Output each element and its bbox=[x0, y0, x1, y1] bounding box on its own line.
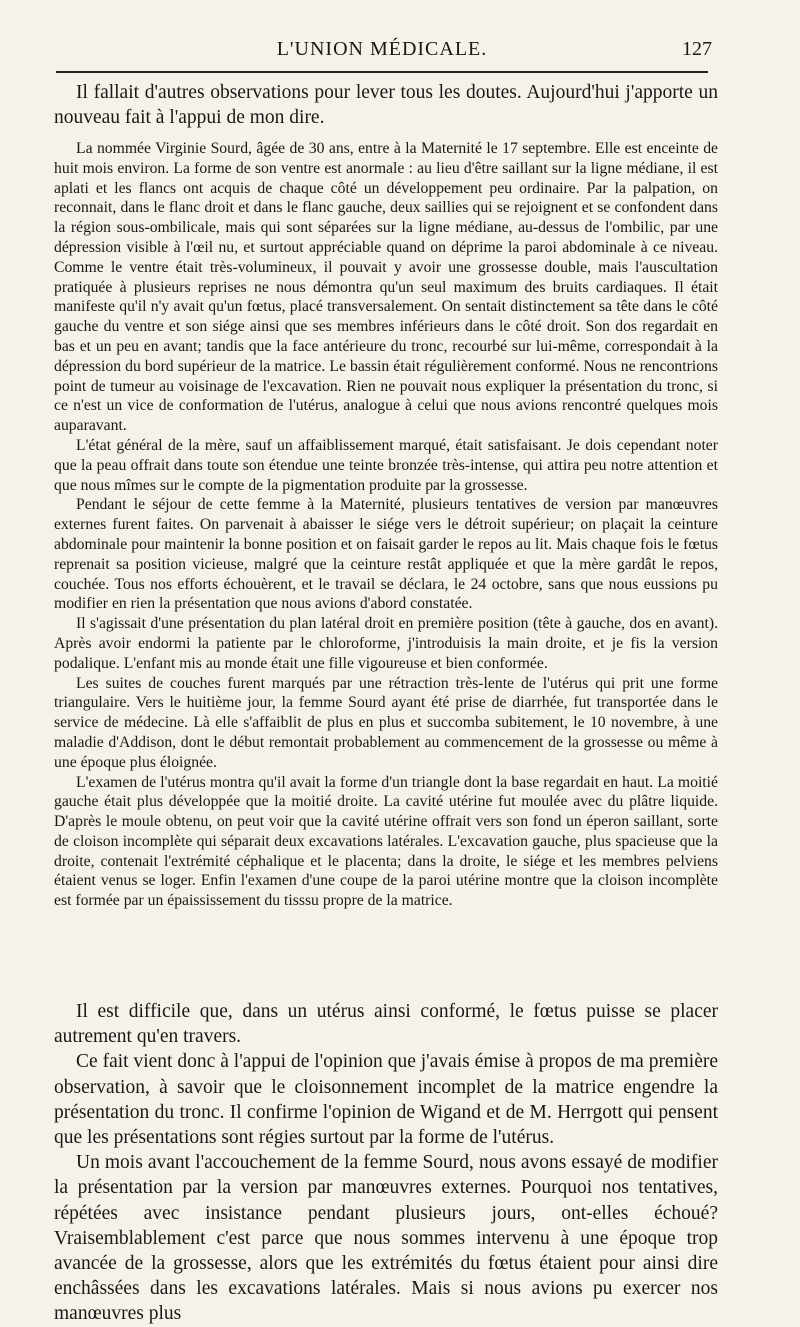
observation-paragraph: Pendant le séjour de cette femme à la Maternité, plusieurs tentatives de version par manœuvres externes furent faites. On parvenait à abaisser le siége vers le détroit supérieur; on plaçait la ceinture abdominale pour maintenir la bonne position et on faisait garder le repos au lit. Mais chaque fois le fœtus reprenait sa position vicieuse, malgré que la ceinture restât appliquée et que la mère gardât le repos, couchée. Tous nos efforts échouèrent, et le travail se déclara, le 24 octobre, sans que nous eussions pu modifier en rien la présentation que nous avions d'abord constatée. bbox=[54, 496, 718, 613]
header-rule bbox=[56, 71, 708, 73]
observation-paragraph: L'examen de l'utérus montra qu'il avait la forme d'un triangle dont la base regardait en haut. La moitié gauche était plus développée que la moitié droite. La cavité utérine fut moulée avec du plâtre liquide. D'après le moule obtenu, on peut voir que la cavité utérine offrait vers son fond un éperon saillant, sorte de cloison incomplète qui séparait deux excavations latérales. L'excavation gauche, plus spacieuse que la droite, contenait l'extrémité céphalique et le placenta; dans la droite, le siége et les membres pelviens étaient venus se loger. Enfin l'examen d'une coupe de la paroi utérine montre que la cloison incomplète est formée par un épaississement du tisssu propre de la matrice. bbox=[54, 773, 718, 910]
discussion-paragraph: Il est difficile que, dans un utérus ainsi conformé, le fœtus puisse se placer autrement qu'en travers. bbox=[54, 1001, 718, 1048]
discussion-section bbox=[54, 999, 718, 1327]
observation-paragraph: Les suites de couches furent marqués par une rétraction très-lente de l'utérus qui prit une forme triangulaire. Vers le huitième jour, la femme Sourd ayant été prise de diarrhée, fut transportée dans le service de médecine. Là elle s'affaiblit de plus en plus et succomba subitement, le 10 novembre, à une maladie d'Addison, dont le début remontait probablement au commencement de la grossesse ou même à une époque plus éloignée. bbox=[54, 674, 718, 771]
discussion-paragraph: Un mois avant l'accouchement de la femme Sourd, nous avons essayé de modifier la présentation par la version par manœuvres externes. Pourquoi nos tentatives, répétées avec insistance pendant plusieurs jours, ont-elles échoué? Vraisemblablement c'est parce que nous sommes intervenu à une époque trop avancée de la grossesse, alors que les extrémités du fœtus étaient pour ainsi dire enchâssées dans les excavations latérales. Mais si nous avions pu exercer nos manœuvres plus bbox=[54, 1152, 718, 1325]
observation-paragraph: La nommée Virginie Sourd, âgée de 30 ans, entre à la Maternité le 17 septembre. Elle est enceinte de huit mois environ. La forme de son ventre est anormale : au lieu d'être saillant sur la ligne médiane, il est aplati et les flancs ont acquis de chaque côté un développement peu ordinaire. Par la palpation, on reconnait, dans le flanc droit et dans le flanc gauche, deux saillies qui se rejoignent et se confondent dans la région sous-ombilicale, mais qui sont séparées sur la ligne médiane, au-dessus de l'ombilic, par une dépression visible à l'œil nu, et surtout appréciable quand on déprime la paroi abdominale à ce niveau. Comme le ventre était très-volumineux, il pouvait y avoir une grossesse double, mais l'auscultation pratiquée à plusieurs reprises ne nous démontra qu'un seul maximum des bruits cardiaques. Il était manifeste qu'il n'y avait qu'un fœtus, placé transversalement. On sentait distinctement sa tête dans le côté gauche du ventre et son siége ainsi que ses membres inférieurs dans le côté droit. Son dos regardait en bas et un peu en avant; tandis que la face antérieure du tronc, recourbé sur lui-même, correspondait à la dépression du bord supérieur de la matrice. Le bassin était régulièrement conformé. Nous ne rencontrions point de tumeur au voisinage de l'excavation. Rien ne pouvait nous expliquer la présentation du tronc, si ce n'est un vice de conformation de l'utérus, analogue à celui que nous avions rencontré quelques mois auparavant. bbox=[54, 140, 718, 435]
intro-section bbox=[54, 80, 718, 130]
observation-paragraph: L'état général de la mère, sauf un affaiblissement marqué, était satisfaisant. Je dois cependant noter que la peau offrait dans toute son étendue une teinte bronzée très-intense, qui attira peu notre attention et que nous mîmes sur le compte de la pigmentation produite par la grossesse. bbox=[54, 436, 718, 494]
observation-paragraph: Il s'agissait d'une présentation du plan latéral droit en première position (tête à gauche, dos en avant). Après avoir endormi la patiente par le chloroforme, j'introduisis la main droite, et je fis la version podalique. L'enfant mis au monde était une fille vigoureuse et bien conformée. bbox=[54, 615, 718, 672]
discussion-paragraph: Ce fait vient donc à l'appui de l'opinion que j'avais émise à propos de ma première observation, à savoir que le cloisonnement incomplet de la matrice engendre la présentation du tronc. Il confirme l'opinion de Wigand et de M. Herrgott qui pensent que les présentations sont régies surtout par la forme de l'utérus. bbox=[54, 1051, 718, 1149]
running-header bbox=[52, 36, 712, 70]
page-number: 127 bbox=[682, 38, 712, 60]
observation-section bbox=[54, 139, 718, 911]
journal-title: L'UNION MÉDICALE. bbox=[276, 38, 488, 60]
intro-paragraph: Il fallait d'autres observations pour lever tous les doutes. Aujourd'hui j'apporte un nouveau fait à l'appui de mon dire. bbox=[54, 82, 718, 128]
